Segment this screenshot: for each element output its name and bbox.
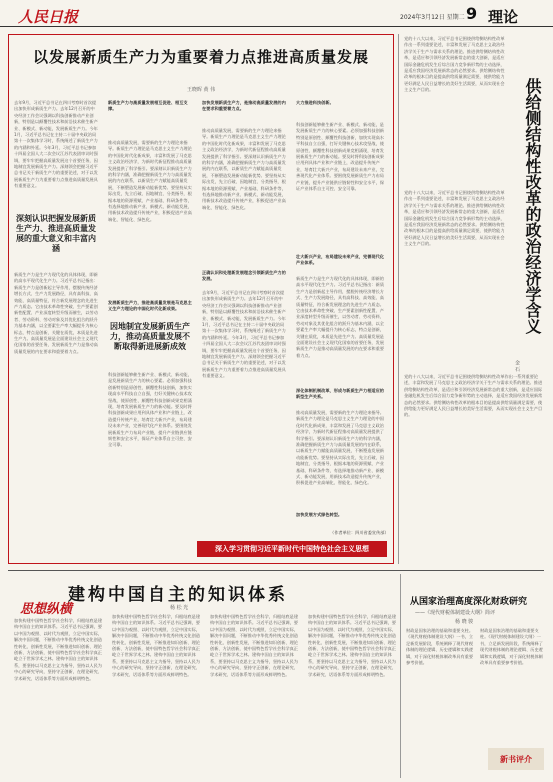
feature-lead-6: 壮大新兴产业，布局建设未来产业，完善现代化产业体系。 [296,254,384,266]
feature-lead-2: 发展新质生产力，推进高质量发展是马克思主义生产力理论的中国化时代化新成果。 [108,300,192,312]
feature-source-note: （作者单位：四川省委宣传部） [330,530,389,535]
lower-col4-text: 加快构建中国特色哲学社会科学，归根结底是建构中国自主的知识体系。习近平总书记强调，要以中国为观照、以时代为观照，立足中国实际，解决中国问题，不断推动中华优秀传统文化创造性转化、创新性发展，不断推进知识创新、理论创新、方法创新，使中国特色哲学社会科学真正屹立于世界学术之林。建构中国自主的知识体系，要坚持以马克思主义为指导，坚持以人民为中心的研究导向，坚持守正创新，在理论研究、学术研究、话语体系等方面形成鲜明特色。 [308,614,396,677]
feature-lead-1: 新质生产力与高质量发展相互促进、相互支撑。 [108,100,188,112]
newspaper-masthead: 人民日报 [18,8,79,26]
book-col2-text: 财政是国家治理的基础和重要支柱。《现代财税体制建设大纲》一书，立足新发展阶段，系统阐释了现代财税体制的理论逻辑、历史逻辑和实践逻辑，对于深化财税体制改革具有重要参考价值。 [480,628,543,666]
feature-col2b-text: 科技创新能够催生新产业、新模式、新动能，是发展新质生产力的核心要素。必须加强科技创新特别是原创性、颠覆性科技创新，加快实现高水平科技自立自强，打好关键核心技术攻坚战，使原创性、颠覆性科技创新成果竞相涌现，培育发展新质生产力的新动能。要及时将科技创新成果应用到具体产业和产业链上，改造提升传统产业，培育壮大新兴产业，布局建设未来产业，完善现代化产业体系。要围绕发展新质生产力布局产业链，提升产业链供应链韧性和安全水平，保证产业体系自主可控、安全可靠。 [108,372,192,448]
feature-col2-text: 推动高质量发展，需要新的生产力理论来指导。新质生产力理论是马克思主义生产力理论的中国化时代化新成果，丰富和发展了马克思主义政治经济学，为新时代新征程推动高质量发展提供了科学指引。要深刻认识新质生产力的科学内涵，准确把握新质生产力与高质量发展的内在联系，以新质生产力赋能高质量发展，不断塑造发展新动能新优势。要坚持从实际出发，先立后破、因地制宜、分类指导，根据本地的资源禀赋、产业基础、科研条件等，有选择地推动新产业、新模式、新动能发展，用新技术改造提升传统产业，积极促进产业高端化、智能化、绿色化。 [108,140,192,222]
right-article-text-3: 党的十八大以来，习近平总书记围绕供给侧结构性改革作出一系列重要论述，丰富和发展了马克思主义政治经济学关于生产与需求关系的理论。推进供给侧结构性改革，是适应和引领经济发展新常态的重大创新，是适应国际金融危机发生后综合国力竞争新形势的主动选择，是适应我国经济发展新常态的必然要求。供给侧结构性改革的根本目的是提高供给质量满足需要，使供给能力更好满足人民日益增长的美好生活需要，从而实现社会主义生产目的。 [404,374,543,418]
feature-col1b-text: 新质生产力是生产力现代化的具体体现，即新的高水平现代化生产力。习近平总书记指出：新质生产力是创新起主导作用，摆脱传统经济增长方式、生产力发展路径，具有高科技、高效能、高质量特征，符合新发展理念的先进生产力质态。它由技术革命性突破、生产要素创新性配置、产业深度转型升级而催生，以劳动者、劳动资料、劳动对象及其优化组合的跃升为基本内涵，以全要素生产率大幅提升为核心标志，特点是创新，关键在质优，本质是先进生产力。高质量发展是全面建设社会主义现代化国家的首要任务，发展新质生产力是推动高质量发展的内在要求和重要着力点。 [14,272,98,354]
feature-col1-text: 去年9月，习近平总书记在四川考察时首次提出加快形成新质生产力。去年12月召开的中央经济工作会议强调以科技创新推动产业创新，特别是以颠覆性技术和前沿技术催生新产业、新模式、新动能，发展新质生产力。今年1月，习近平总书记在主持二十届中央政治局第十一次集体学习时，系统阐述了新质生产力的内涵和外延。今年3月，习近平总书记参加十四届全国人大二次会议江苏代表团审议时强调，要牢牢把握高质量发展这个首要任务，因地制宜发展新质生产力。深刻领会把握习近平总书记关于新质生产力的重要论述，对于以发展新质生产力为重要着力点推进高质量发展具有重要意义。 [14,100,98,189]
feature-lead-3: 加快发展新质生产力，是推动高质量发展的内在要求和重要着力点。 [202,100,286,112]
date-line: 2024年3月12日 星期二 [400,14,465,21]
column-label: 思想纵横 [20,602,73,617]
lower-col2-text: 加快构建中国特色哲学社会科学，归根结底是建构中国自主的知识体系。习近平总书记强调，要以中国为观照、以时代为观照，立足中国实际，解决中国问题，不断推动中华优秀传统文化创造性转化、创新性发展，不断推进知识创新、理论创新、方法创新，使中国特色哲学社会科学真正屹立于世界学术之林。建构中国自主的知识体系，要坚持以马克思主义为指导，坚持以人民为中心的研究导向，坚持守正创新，在理论研究、学术研究、话语体系等方面形成鲜明特色。 [112,614,200,677]
right-article-author: 金 石 [514,360,520,372]
book-review-title: 从国家治理高度深化财政研究 [410,597,528,607]
feature-title: 以发展新质生产力为重要着力点推进高质量发展 [32,48,369,66]
feature-col4b-text: 新质生产力是生产力现代化的具体体现，即新的高水平现代化生产力。习近平总书记指出：新质生产力是创新起主导作用，摆脱传统经济增长方式、生产力发展路径，具有高科技、高效能、高质量特征，符合新发展理念的先进生产力质态。它由技术革命性突破、生产要素创新性配置、产业深度转型升级而催生，以劳动者、劳动资料、劳动对象及其优化组合的跃升为基本内涵，以全要素生产率大幅提升为核心标志，特点是创新，关键在质优，本质是先进生产力。高质量发展是全面建设社会主义现代化国家的首要任务，发展新质生产力是推动高质量发展的内在要求和重要着力点。 [296,276,384,358]
feature-lead-7: 深化体制机制改革，形成与新质生产力相适应的新型生产关系。 [296,388,384,400]
lower-col1-text: 加快构建中国特色哲学社会科学，归根结底是建构中国自主的知识体系。习近平总书记强调，要以中国为观照、以时代为观照，立足中国实际，解决中国问题，不断推动中华优秀传统文化创造性转化、创新性发展，不断推进知识创新、理论创新、方法创新，使中国特色哲学社会科学真正屹立于世界学术之林。建构中国自主的知识体系，要坚持以马克思主义为指导，坚持以人民为中心的研究导向，坚持守正创新，在理论研究、学术研究、话语体系等方面形成鲜明特色。 [14,618,102,681]
lower-col3-text: 加快构建中国特色哲学社会科学，归根结底是建构中国自主的知识体系。习近平总书记强调，要以中国为观照、以时代为观照，立足中国实际，解决中国问题，不断推动中华优秀传统文化创造性转化、创新性发展，不断推进知识创新、理论创新、方法创新，使中国特色哲学社会科学真正屹立于世界学术之林。建构中国自主的知识体系，要坚持以马克思主义为指导，坚持以人民为中心的研究导向，坚持守正创新，在理论研究、学术研究、话语体系等方面形成鲜明特色。 [210,614,298,677]
feature-subhead-1: 深刻认识把握发展新质生产力、推进高质量发展的重大意义和丰富内涵 [16,214,96,253]
feature-lead-5: 大力推进科技创新。 [296,100,334,105]
lower-article-author: 杨 松 光 [170,605,189,611]
right-article-text-2: 党的十八大以来，习近平总书记围绕供给侧结构性改革作出一系列重要论述，丰富和发展了马克思主义政治经济学关于生产与需求关系的理论。推进供给侧结构性改革，是适应和引领经济发展新常态的重大创新，是适应国际金融危机发生后综合国力竞争新形势的主动选择，是适应我国经济发展新常态的必然要求。供给侧结构性改革的根本目的是提高供给质量满足需要，使供给能力更好满足人民日益增长的美好生活需要，从而实现社会主义生产目的。 [404,190,505,247]
book-divider [400,574,401,778]
feature-col4c-text: 推动高质量发展，需要新的生产力理论来指导。新质生产力理论是马克思主义生产力理论的中国化时代化新成果，丰富和发展了马克思主义政治经济学，为新时代新征程推动高质量发展提供了科学指引。要深刻认识新质生产力的科学内涵，准确把握新质生产力与高质量发展的内在联系，以新质生产力赋能高质量发展，不断塑造发展新动能新优势。要坚持从实际出发，先立后破、因地制宜、分类指导，根据本地的资源禀赋、产业基础、科研条件等，有选择地推动新产业、新模式、新动能发展，用新技术改造提升传统产业，积极促进产业高端化、智能化、绿色化。 [296,410,384,486]
lower-rule [8,570,544,571]
feature-subhead-2: 因地制宜发展新质生产力，推动高质量发展不断取得新进展新成效 [110,322,190,351]
lower-article-title: 建构中国自主的知识体系 [68,585,288,605]
book-review-author: 杨 晓 骏 [455,619,474,625]
book-review-label: 新书评介 [488,748,544,770]
right-article-title: 供给侧结构性改革的政治经济学含义 [523,78,542,334]
header-rule [0,26,553,27]
right-divider [398,34,399,564]
feature-col3b-text: 去年9月，习近平总书记在四川考察时首次提出加快形成新质生产力。去年12月召开的中央经济工作会议强调以科技创新推动产业创新，特别是以颠覆性技术和前沿技术催生新产业、新模式、新动能，发展新质生产力。今年1月，习近平总书记在主持二十届中央政治局第十一次集体学习时，系统阐述了新质生产力的内涵和外延。今年3月，习近平总书记参加十四届全国人大二次会议江苏代表团审议时强调，要牢牢把握高质量发展这个首要任务，因地制宜发展新质生产力。深刻领会把握习近平总书记关于新质生产力的重要论述，对于以发展新质生产力为重要着力点推进高质量发展具有重要意义。 [202,290,286,379]
book-col1-text: 财政是国家治理的基础和重要支柱。《现代财税体制建设大纲》一书，立足新发展阶段，系统阐释了现代财税体制的理论逻辑、历史逻辑和实践逻辑，对于深化财税体制改革具有重要参考价值。 [406,628,474,666]
feature-col3-text: 推动高质量发展，需要新的生产力理论来指导。新质生产力理论是马克思主义生产力理论的中国化时代化新成果，丰富和发展了马克思主义政治经济学，为新时代新征程推动高质量发展提供了科学指引。要深刻认识新质生产力的科学内涵，准确把握新质生产力与高质量发展的内在联系，以新质生产力赋能高质量发展，不断塑造发展新动能新优势。要坚持从实际出发，先立后破、因地制宜、分类指导，根据本地的资源禀赋、产业基础、科研条件等，有选择地推动新产业、新模式、新动能发展，用新技术改造提升传统产业，积极促进产业高端化、智能化、绿色化。 [202,128,286,210]
theory-banner: 深入学习贯彻习近平新时代中国特色社会主义思想 [197,541,387,557]
book-review-subtitle: ——《现代财税体制建设大纲》简评 [415,610,496,616]
feature-lead-8: 加快发展方式绿色转型。 [296,512,343,517]
feature-lead-4: 正确认识和处理新发展理念引领新质生产力的发展。 [202,270,286,282]
right-article-text-1: 党的十八大以来，习近平总书记围绕供给侧结构性改革作出一系列重要论述，丰富和发展了马克思主义政治经济学关于生产与需求关系的理论。推进供给侧结构性改革，是适应和引领经济发展新常态的重大创新，是适应国际金融危机发生后综合国力竞争新形势的主动选择，是适应我国经济发展新常态的必然要求。供给侧结构性改革的根本目的是提高供给质量满足需要，使供给能力更好满足人民日益增长的美好生活需要，从而实现社会主义生产目的。 [404,36,505,93]
feature-col4-text: 科技创新能够催生新产业、新模式、新动能，是发展新质生产力的核心要素。必须加强科技创新特别是原创性、颠覆性科技创新，加快实现高水平科技自立自强，打好关键核心技术攻坚战，使原创性、颠覆性科技创新成果竞相涌现，培育发展新质生产力的新动能。要及时将科技创新成果应用到具体产业和产业链上，改造提升传统产业，培育壮大新兴产业，布局建设未来产业，完善现代化产业体系。要围绕发展新质生产力布局产业链，提升产业链供应链韧性和安全水平，保证产业体系自主可控、安全可靠。 [296,122,384,192]
feature-byline: 王晓晖 黄 伟 [186,87,216,93]
section-name: 理论 [488,8,519,26]
page-number: 9 [466,4,478,23]
